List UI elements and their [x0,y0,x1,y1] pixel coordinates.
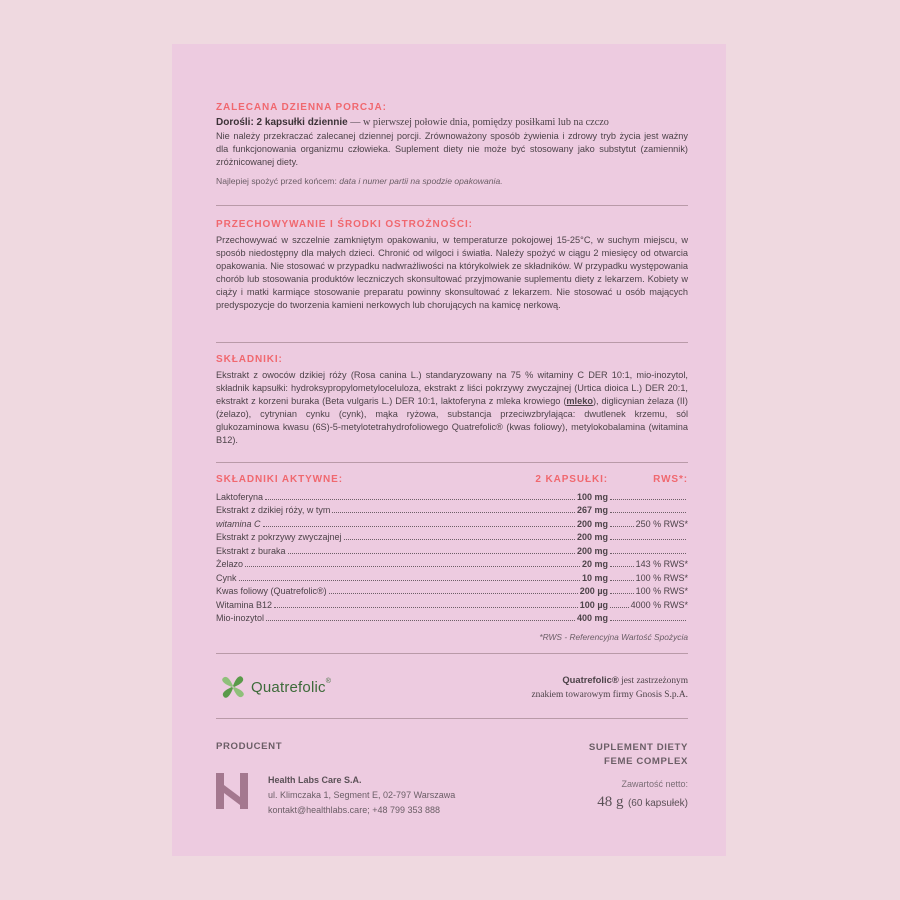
dot-leader [344,539,575,540]
ingredient-rws: 4000 % RWS* [630,599,688,610]
table-row [216,557,688,571]
table-row [216,611,688,625]
net-weight: 48 g [597,794,624,810]
ingredient-rws-cell [608,573,688,584]
table-row [216,516,688,530]
table-row [216,503,688,517]
ingredients-body [216,369,688,447]
ingredient-name: Witamina B12 [216,599,273,610]
dosage-heading: ZALECANA DZIENNA PORCJA: [216,102,387,113]
active-table-body [216,489,688,624]
ingredient-name: Ekstrakt z pokrzywy zwyczajnej [216,532,342,542]
ingredient-name: Żelazo [216,559,244,569]
ingredient-name: Kwas foliowy (Quatrefolic®) [216,586,327,596]
divider [216,205,688,206]
best-before-value: data i numer partii na spodzie opakowania. [339,176,503,186]
ingredient-name: Mio-inozytol [216,613,265,623]
col-amount-heading: 2 KAPSUŁKI: [535,474,608,485]
net-content [589,793,688,811]
ingredient-name: Ekstrakt z buraka [216,545,286,556]
table-row [216,584,688,598]
ingredient-rws-cell [608,553,688,557]
rws-footnote: *RWS - Referencyjna Wartość Spożycia [539,632,688,642]
dot-leader [610,607,629,608]
quatrefolic-logo [218,672,331,702]
ingredient-amount: 200 mg [576,545,608,556]
dot-leader [329,593,578,594]
dot-leader [610,580,634,581]
ingredient-rws-cell [608,499,688,503]
table-row [216,543,688,557]
best-before-label: Najlepiej spożyć przed końcem: [216,176,337,186]
ingredient-rws-cell [608,620,688,624]
dot-leader [263,526,575,527]
ingredient-amount: 20 mg [581,559,608,569]
dot-leader [610,553,686,554]
table-row [216,570,688,584]
dot-leader [610,539,686,540]
dot-leader [610,593,634,594]
dosage-adult-line [216,116,688,129]
ingredient-amount: 10 mg [581,572,608,583]
producer-address: ul. Klimczaka 1, Segment E, 02-797 Warszawa [268,790,456,800]
product-info [589,741,688,811]
ingredient-rws: 100 % RWS* [635,572,688,583]
ingredient-amount: 200 mg [576,518,608,529]
dot-leader [332,512,575,513]
storage-body: Przechowywać w szczelnie zamkniętym opakowaniu, w temperaturze pokojowej 15-25°C, w suchym miejscu, w sposób niedostępny dla małych dzieci. Chronić od wilgoci i światła. Należy spożyć w ciągu 2 miesięcy od otwarcia opakowania. Nie stosować w przypadku nadwrażliwości na którykolwiek ze składników. W przypadku występowania chorób lub stosowania produktów leczniczych skonsultować przyjmowanie suplementu diety z lekarzem. Kobiety w ciąży i matki karmiące stosowanie preparatu powinny skonsultować z lekarzem. Nie stosować u osób mających predyspozycje do tworzenia kamieni nerkowych lub chorujących na kamicę nerkową. [216,235,688,310]
ingredient-amount: 100 mg [576,491,608,502]
allergen-milk: mleko [566,396,593,406]
ingredient-rws-cell [608,539,688,543]
dosage-section [216,102,688,186]
ingredient-rws-cell [608,519,688,530]
ingredients-section [216,354,688,447]
divider [216,718,688,719]
ingredient-rws-cell [608,586,688,597]
producer-heading: PRODUCENT [216,741,283,752]
dot-leader [274,607,578,608]
divider [216,342,688,343]
ingredient-name: Laktoferyna [216,491,264,502]
ingredients-text-part2: ), diglicynian żelaza (II) (żelazo), cytrynian cynku (cynk), mąka ryżowa, substancja przeciwzbrylająca: dwutlenek krzemu, sól glukozaminowa kwasu (6S)-5-metylotetrahydrofoliowego Quatrefolic® (kwas foliowy), metylokobalamina (witamina B12). [216,396,688,445]
dot-leader [610,566,634,567]
col-rws-heading: RWS*: [653,474,688,485]
dosage-body: Nie należy przekraczać zalecanej dziennej porcji. Zrównoważony sposób żywienia i zdrowy tryb życia jest ważny dla funkcjonowania organizmu człowieka. Suplement diety nie może być stosowany jako substytut (zamiennik) zróżnicowanej diety. [216,131,688,167]
dot-leader [265,499,575,500]
dot-leader [239,580,580,581]
ingredient-amount: 200 µg [579,586,608,596]
product-leaflet [172,44,726,856]
trademark-line2: znakiem towarowym firmy Gnosis S.p.A. [531,690,688,700]
ingredient-amount: 267 mg [576,505,608,515]
ingredient-amount: 400 mg [576,613,608,623]
registered-mark: ® [325,678,331,685]
producer-details [268,773,455,818]
ingredient-rws: 143 % RWS* [635,559,688,569]
dot-leader [610,512,686,513]
dot-leader [245,566,580,567]
best-before [216,176,688,186]
ingredients-heading: SKŁADNIKI: [216,354,283,365]
storage-section [216,219,688,312]
producer-company: Health Labs Care S.A. [268,775,362,785]
ingredient-amount: 200 mg [576,532,608,542]
dosage-adult-rest: — w pierwszej połowie dnia, pomiędzy posiłkami lub na czczo [347,117,609,128]
dosage-adult-bold: Dorośli: 2 kapsułki dziennie [216,117,348,128]
product-name: FEME COMPLEX [604,756,688,767]
dot-leader [610,620,686,621]
ingredient-rws-cell [608,512,688,516]
ingredient-name: Cynk [216,572,237,583]
ingredient-rws: 100 % RWS* [635,586,688,596]
dot-leader [610,499,686,500]
clover-icon [218,672,248,702]
health-labs-logo-icon [216,773,248,809]
quatrefolic-logo-text: Quatrefolic [251,678,326,696]
quatrefolic-block [216,668,688,708]
ingredient-amount: 100 µg [579,599,608,610]
trademark-note [532,673,689,702]
trademark-line1: jest zastrzeżonym [618,676,688,686]
table-row [216,597,688,611]
producer-block [216,741,688,821]
dot-leader [266,620,575,621]
trademark-bold: Quatrefolic® [562,674,619,685]
divider [216,462,688,463]
storage-heading: PRZECHOWYWANIE I ŚRODKI OSTROŻNOŚCI: [216,219,473,230]
product-type: SUPLEMENT DIETY [588,742,688,753]
active-heading: SKŁADNIKI AKTYWNE: [216,474,343,485]
table-row [216,489,688,503]
divider [216,653,688,654]
ingredient-rws-cell [608,559,688,570]
ingredient-name: Ekstrakt z dzikiej róży, w tym [216,505,331,515]
dot-leader [610,526,634,527]
active-ingredients-section [216,474,688,642]
net-count: (60 kapsułek) [627,798,688,809]
net-label: Zawartość netto: [621,779,688,789]
ingredient-name: witamina C [216,518,261,529]
active-table-header [216,474,688,485]
ingredients-text-part1: Ekstrakt z owoców dzikiej róży (Rosa canina L.) standaryzowany na 75 % witaminy C DER 10:1, mio-inozytol, składnik kapsułki: hydroksypropylometyloceluloza, ekstrakt z liści pokrzywy zwyczajnej (Urtica dioica L.) DER 20:1, ekstrakt z korzeni buraka (Beta vulgaris L.) DER 10:1, laktoferyna z mleka krowiego ( [216,370,688,406]
ingredient-rws: 250 % RWS* [635,518,688,529]
producer-contact: kontakt@healthlabs.care; +48 799 353 888 [268,805,441,815]
dot-leader [288,553,575,554]
table-row [216,530,688,544]
ingredient-rws-cell [608,600,688,611]
leaflet-content [216,44,688,856]
